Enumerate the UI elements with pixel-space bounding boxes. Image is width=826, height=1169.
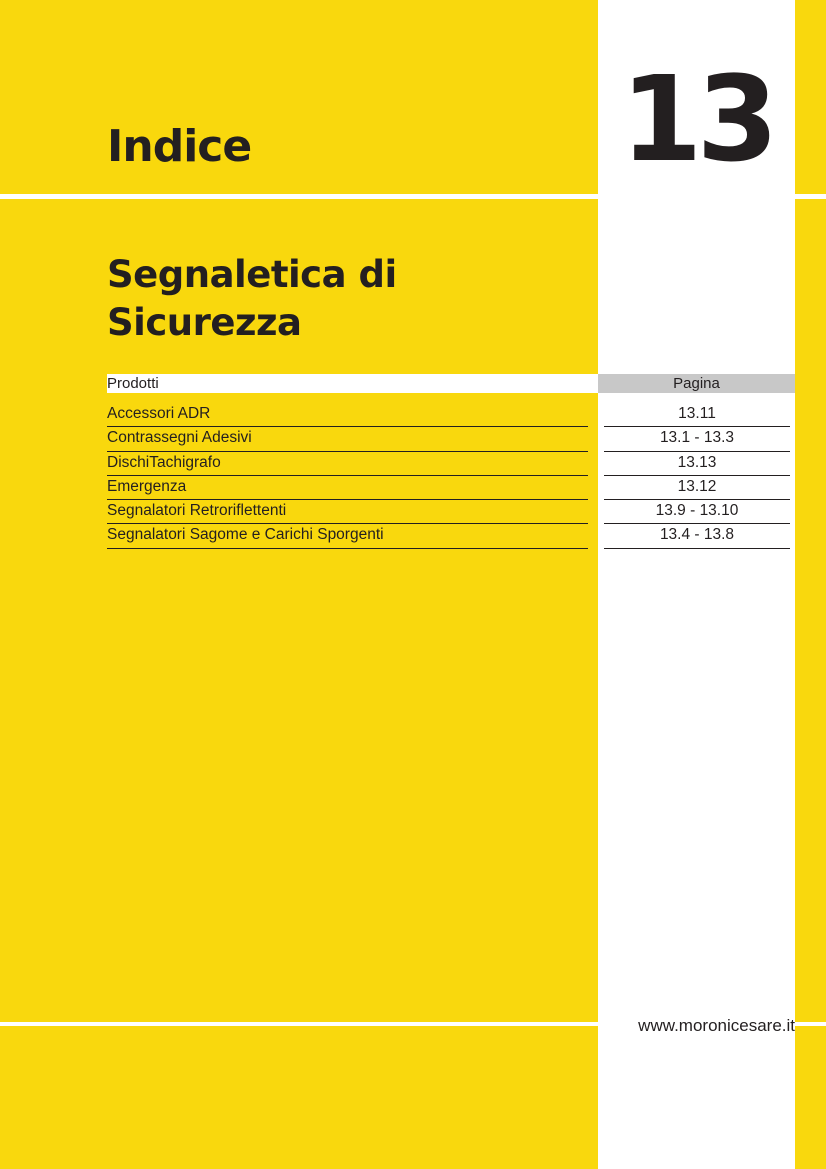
- section-title: Segnaletica di Sicurezza: [107, 253, 397, 344]
- product-row[interactable]: Contrassegni Adesivi: [107, 427, 588, 451]
- product-row[interactable]: Segnalatori Retroriflettenti: [107, 500, 588, 524]
- page-list: [604, 403, 790, 549]
- product-row[interactable]: Accessori ADR: [107, 403, 588, 427]
- product-row[interactable]: Emergenza: [107, 476, 588, 500]
- page-ref[interactable]: 13.1 - 13.3: [604, 427, 790, 451]
- index-title: Indice: [107, 121, 252, 172]
- product-list: [107, 403, 588, 549]
- page-ref[interactable]: 13.12: [604, 476, 790, 500]
- page-ref[interactable]: 13.13: [604, 452, 790, 476]
- product-row[interactable]: Segnalatori Sagome e Carichi Sporgenti: [107, 524, 588, 548]
- chapter-number: 13: [620, 50, 773, 188]
- table-header-page: Pagina: [598, 374, 795, 393]
- page-ref[interactable]: 13.11: [604, 403, 790, 427]
- website-link[interactable]: www.moronicesare.it: [638, 1016, 795, 1035]
- table-header-products: [107, 374, 598, 393]
- page-ref[interactable]: 13.4 - 13.8: [604, 524, 790, 548]
- page-ref[interactable]: 13.9 - 13.10: [604, 500, 790, 524]
- product-row[interactable]: DischiTachigrafo: [107, 452, 588, 476]
- products-header-label: Prodotti: [107, 375, 159, 392]
- top-divider: [0, 194, 826, 199]
